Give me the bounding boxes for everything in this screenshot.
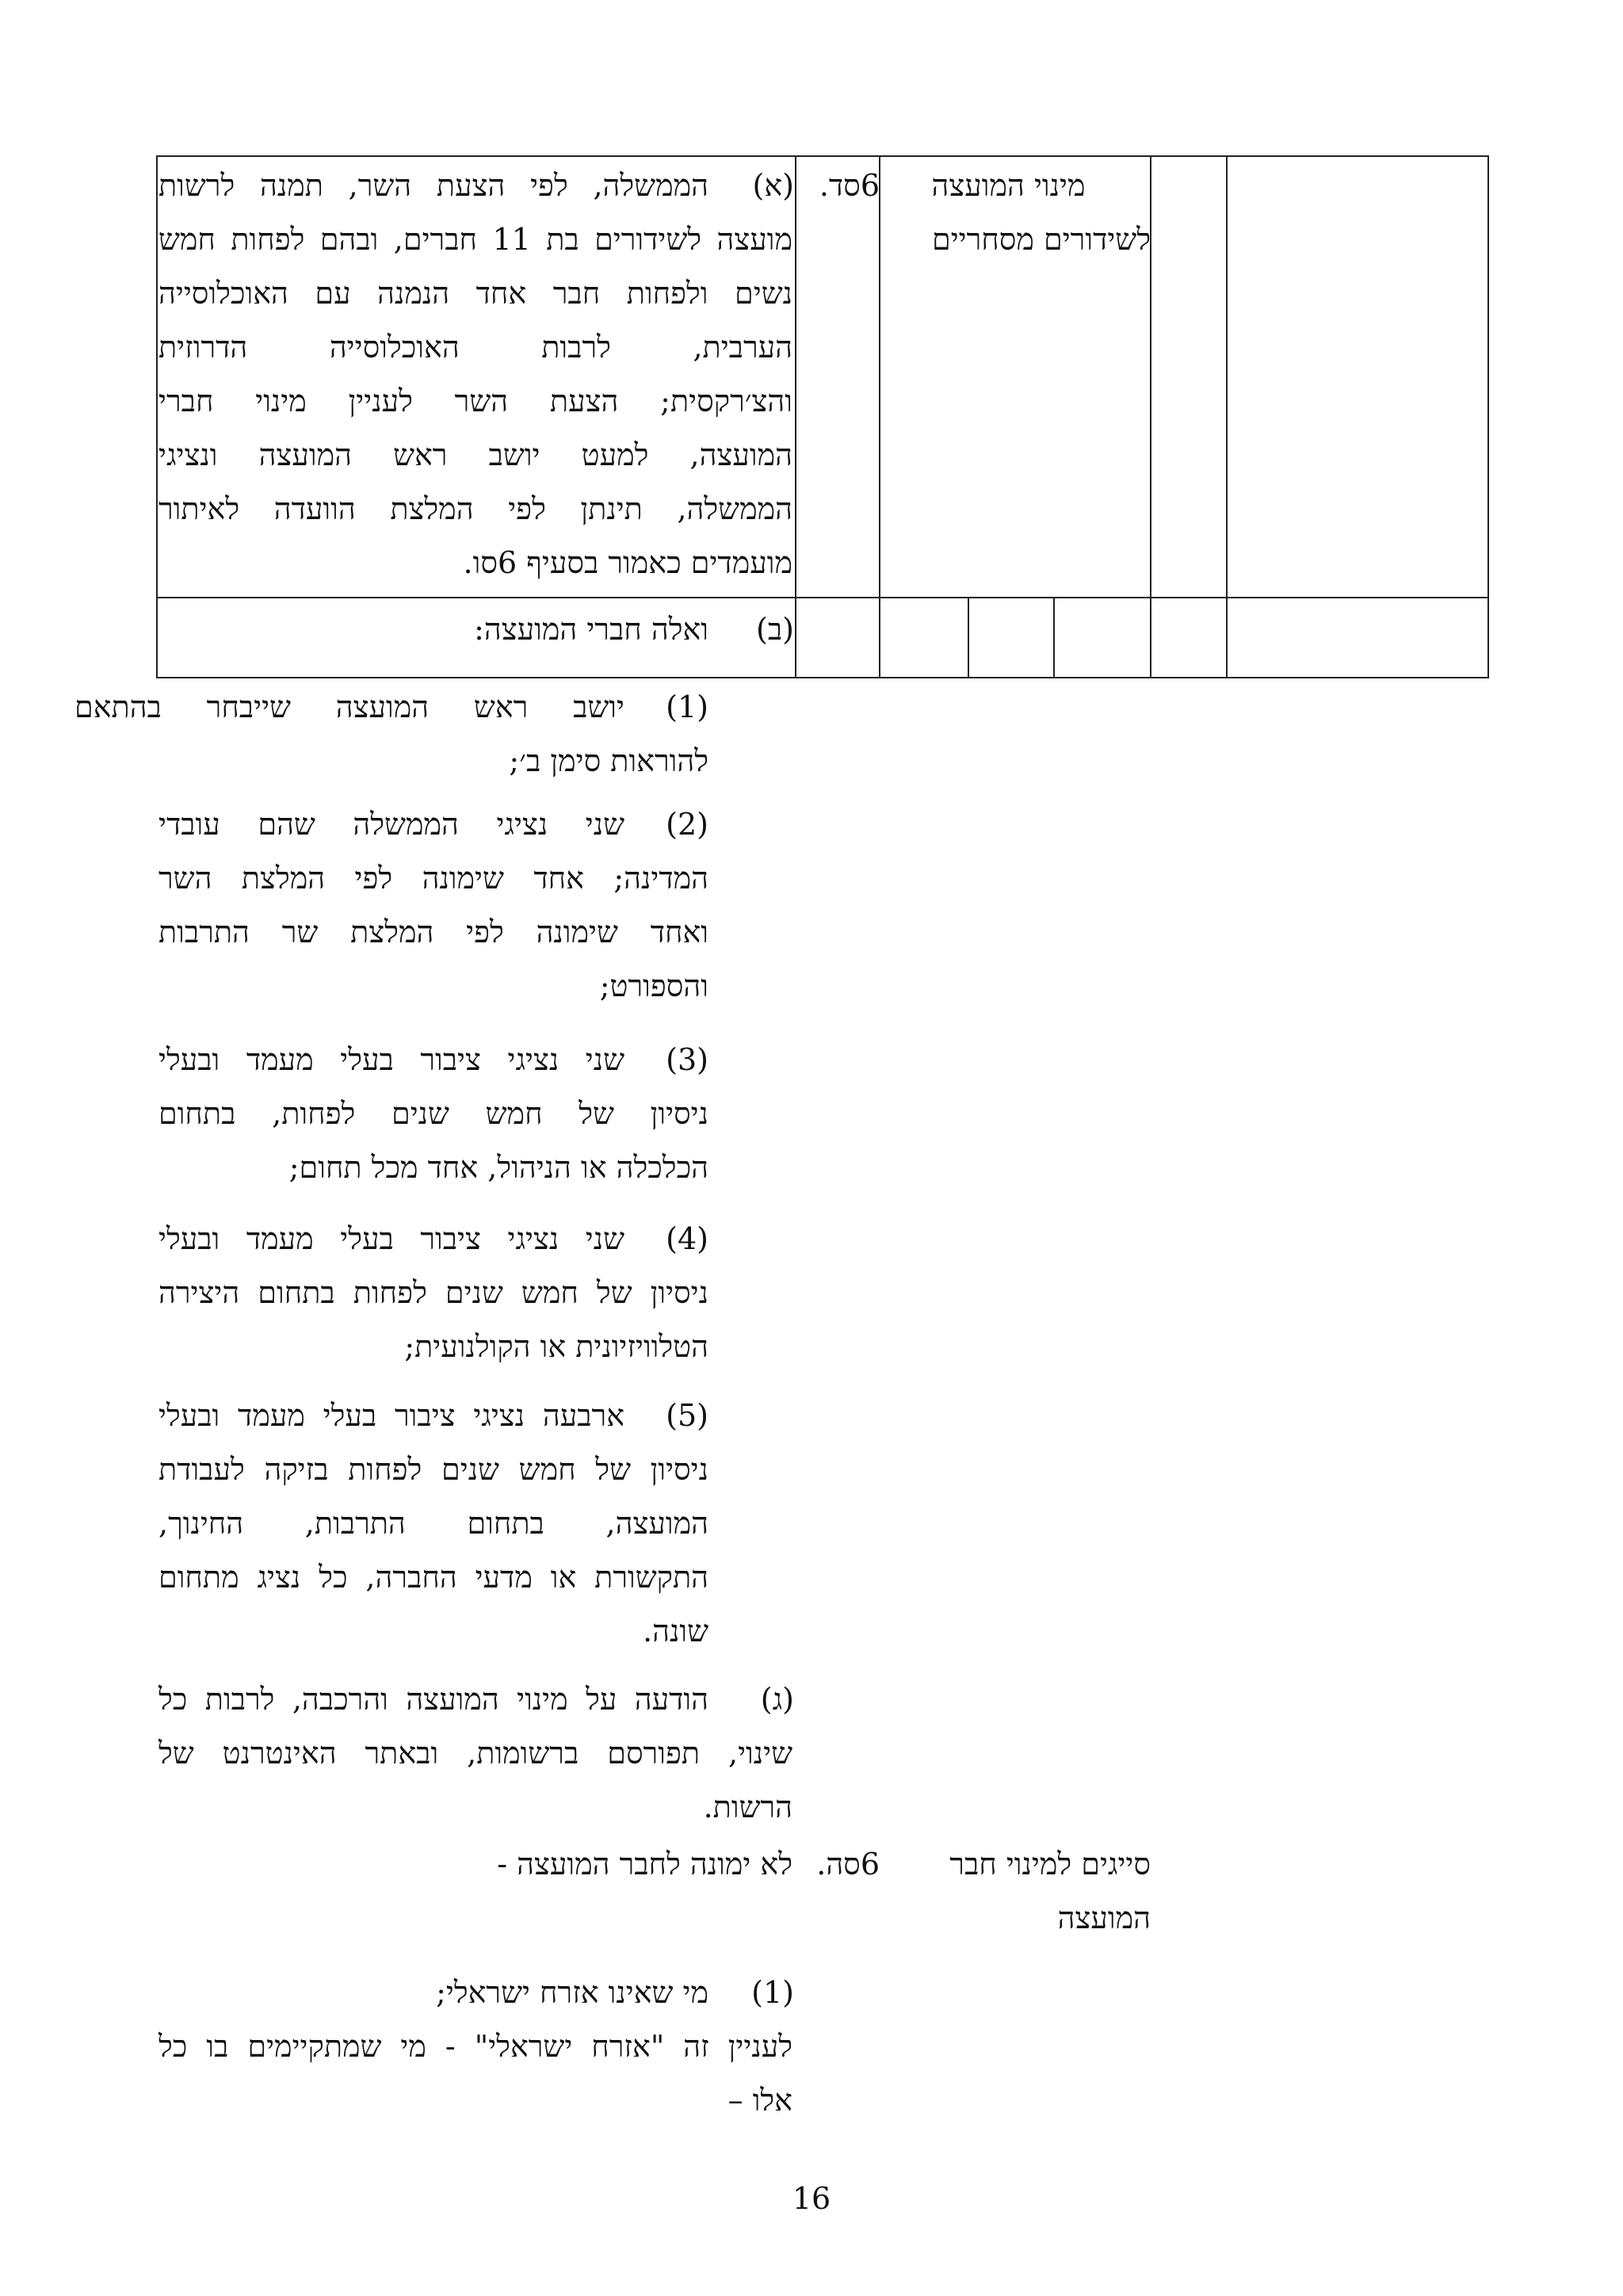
table-col-divider (795, 155, 796, 678)
text-line: הערבית, לרבות האוכלוסייה הדרוזית (158, 330, 792, 365)
text-line: הטלוויזיונית או הקולנועית; (404, 1329, 708, 1364)
definition-text (158, 2019, 792, 2127)
text-line: להוראות סימן ב׳; (509, 743, 708, 778)
text-line: הודעה על מינוי המועצה והרכבה, לרבות כל (158, 1682, 708, 1717)
text-line: מועמדים כאמור בסעיף 6סו. (463, 545, 792, 580)
text-line: ניסיון של חמש שנים לפחות בזיקה לעבודת (158, 1452, 708, 1487)
text-line: ניסיון של חמש שנים לפחות, בתחום (158, 1096, 708, 1131)
item-5-continued (158, 1442, 708, 1658)
section-number: 6סה. (816, 1847, 880, 1881)
subsection-a-text (158, 159, 708, 212)
text-line: ארבעה נציגי ציבור בעלי מעמד ובעלי (158, 1398, 624, 1433)
table-cell-divider (968, 597, 969, 678)
subsection-marker: (א) (752, 168, 794, 203)
item-2-first (158, 797, 624, 851)
text-line: והספורט; (599, 968, 708, 1003)
text-line: שינוי, תפורסם ברשומות, ובאתר האינטרנט של (158, 1736, 792, 1771)
text-line: ניסיון של חמש שנים לפחות בתחום היצירה (158, 1275, 708, 1310)
item-text: מי שאינו אזרח ישראלי; (436, 1975, 708, 2010)
section-title-line: מינוי המועצה (931, 168, 1086, 203)
text-line: יושב ראש המועצה שייבחר בהתאם (74, 690, 624, 724)
table-bottom-border (156, 677, 1489, 678)
item-marker: (1) (666, 690, 708, 724)
section-title-line: המועצה (1057, 1901, 1151, 1935)
section-number: 6סד. (819, 168, 880, 203)
item-3-continued (158, 1087, 708, 1194)
table-col-divider (1226, 155, 1228, 678)
subsection-a-continued (158, 212, 792, 590)
table-left-border (156, 155, 158, 678)
table-row-divider (156, 597, 1489, 598)
text-line: המדינה; אחד שימונה לפי המלצת השר (158, 861, 708, 896)
subsection-c-continued (158, 1726, 792, 1834)
section-title-line: לשידורים מסחריים (931, 222, 1151, 257)
text-line: המועצה, למעט יושב ראש המועצה ונציגי (158, 437, 792, 472)
page-number: 16 (792, 2181, 831, 2216)
section-intro: לא ימונה לחבר המועצה - (497, 1847, 792, 1881)
text-line: שני נציגי הממשלה שהם עובדי (158, 807, 624, 842)
item-1-continued (158, 734, 708, 788)
text-line: מועצה לשידורים בת 11 חברים, ובהם לפחות חמש (158, 222, 792, 257)
item-5-first (158, 1389, 624, 1442)
table-right-border (1487, 155, 1489, 678)
text-line: התקשורת או מדעי החברה, כל נציג מתחום (158, 1560, 708, 1595)
text-line: הכלכלה או הניהול, אחד מכל תחום; (288, 1150, 708, 1185)
text-line: הממשלה, לפי הצעת השר, תמנה לרשות (158, 168, 708, 203)
text-line: והצ׳רקסית; הצעת השר לעניין מינוי חברי (158, 384, 792, 418)
table-cell-divider (1053, 597, 1055, 678)
item-3-first (158, 1033, 624, 1087)
text-line: הרשות. (703, 1790, 792, 1824)
item-4-first (158, 1212, 624, 1266)
text-line: המועצה, בתחום התרבות, החינוך, (158, 1506, 708, 1541)
item-marker: (1) (751, 1975, 794, 2010)
subsection-marker: (ב) (756, 612, 794, 647)
text-line: שונה. (643, 1614, 708, 1648)
text-line: ואחד שימונה לפי המלצת שר התרבות (158, 915, 708, 949)
text-line: אלו – (727, 2083, 792, 2118)
section-title-line: סייגים למינוי חבר (949, 1847, 1151, 1881)
text-line: שני נציגי ציבור בעלי מעמד ובעלי (158, 1042, 624, 1077)
subsection-marker: (ג) (760, 1682, 794, 1717)
text-line: הממשלה, תינתן לפי המלצת הוועדה לאיתור (158, 491, 792, 526)
item-marker: (3) (666, 1042, 708, 1077)
item-4-continued (158, 1266, 708, 1373)
subsection-c-first (158, 1672, 708, 1726)
table-top-border (156, 155, 1489, 157)
item-1-text (74, 680, 708, 734)
item-marker: (5) (666, 1398, 708, 1433)
text-line: שני נציגי ציבור בעלי מעמד ובעלי (158, 1221, 624, 1256)
text-line: לעניין זה "אזרח ישראלי" - מי שמתקיימים בו כל (158, 2029, 792, 2064)
item-2-continued (158, 851, 708, 1013)
text-line: נשים ולפחות חבר אחד הנמנה עם האוכלוסייה (158, 276, 792, 311)
table-col-divider (879, 155, 880, 678)
item-marker: (2) (666, 807, 708, 842)
item-marker: (4) (666, 1221, 708, 1256)
subsection-b-text: ואלה חברי המועצה: (474, 612, 708, 647)
